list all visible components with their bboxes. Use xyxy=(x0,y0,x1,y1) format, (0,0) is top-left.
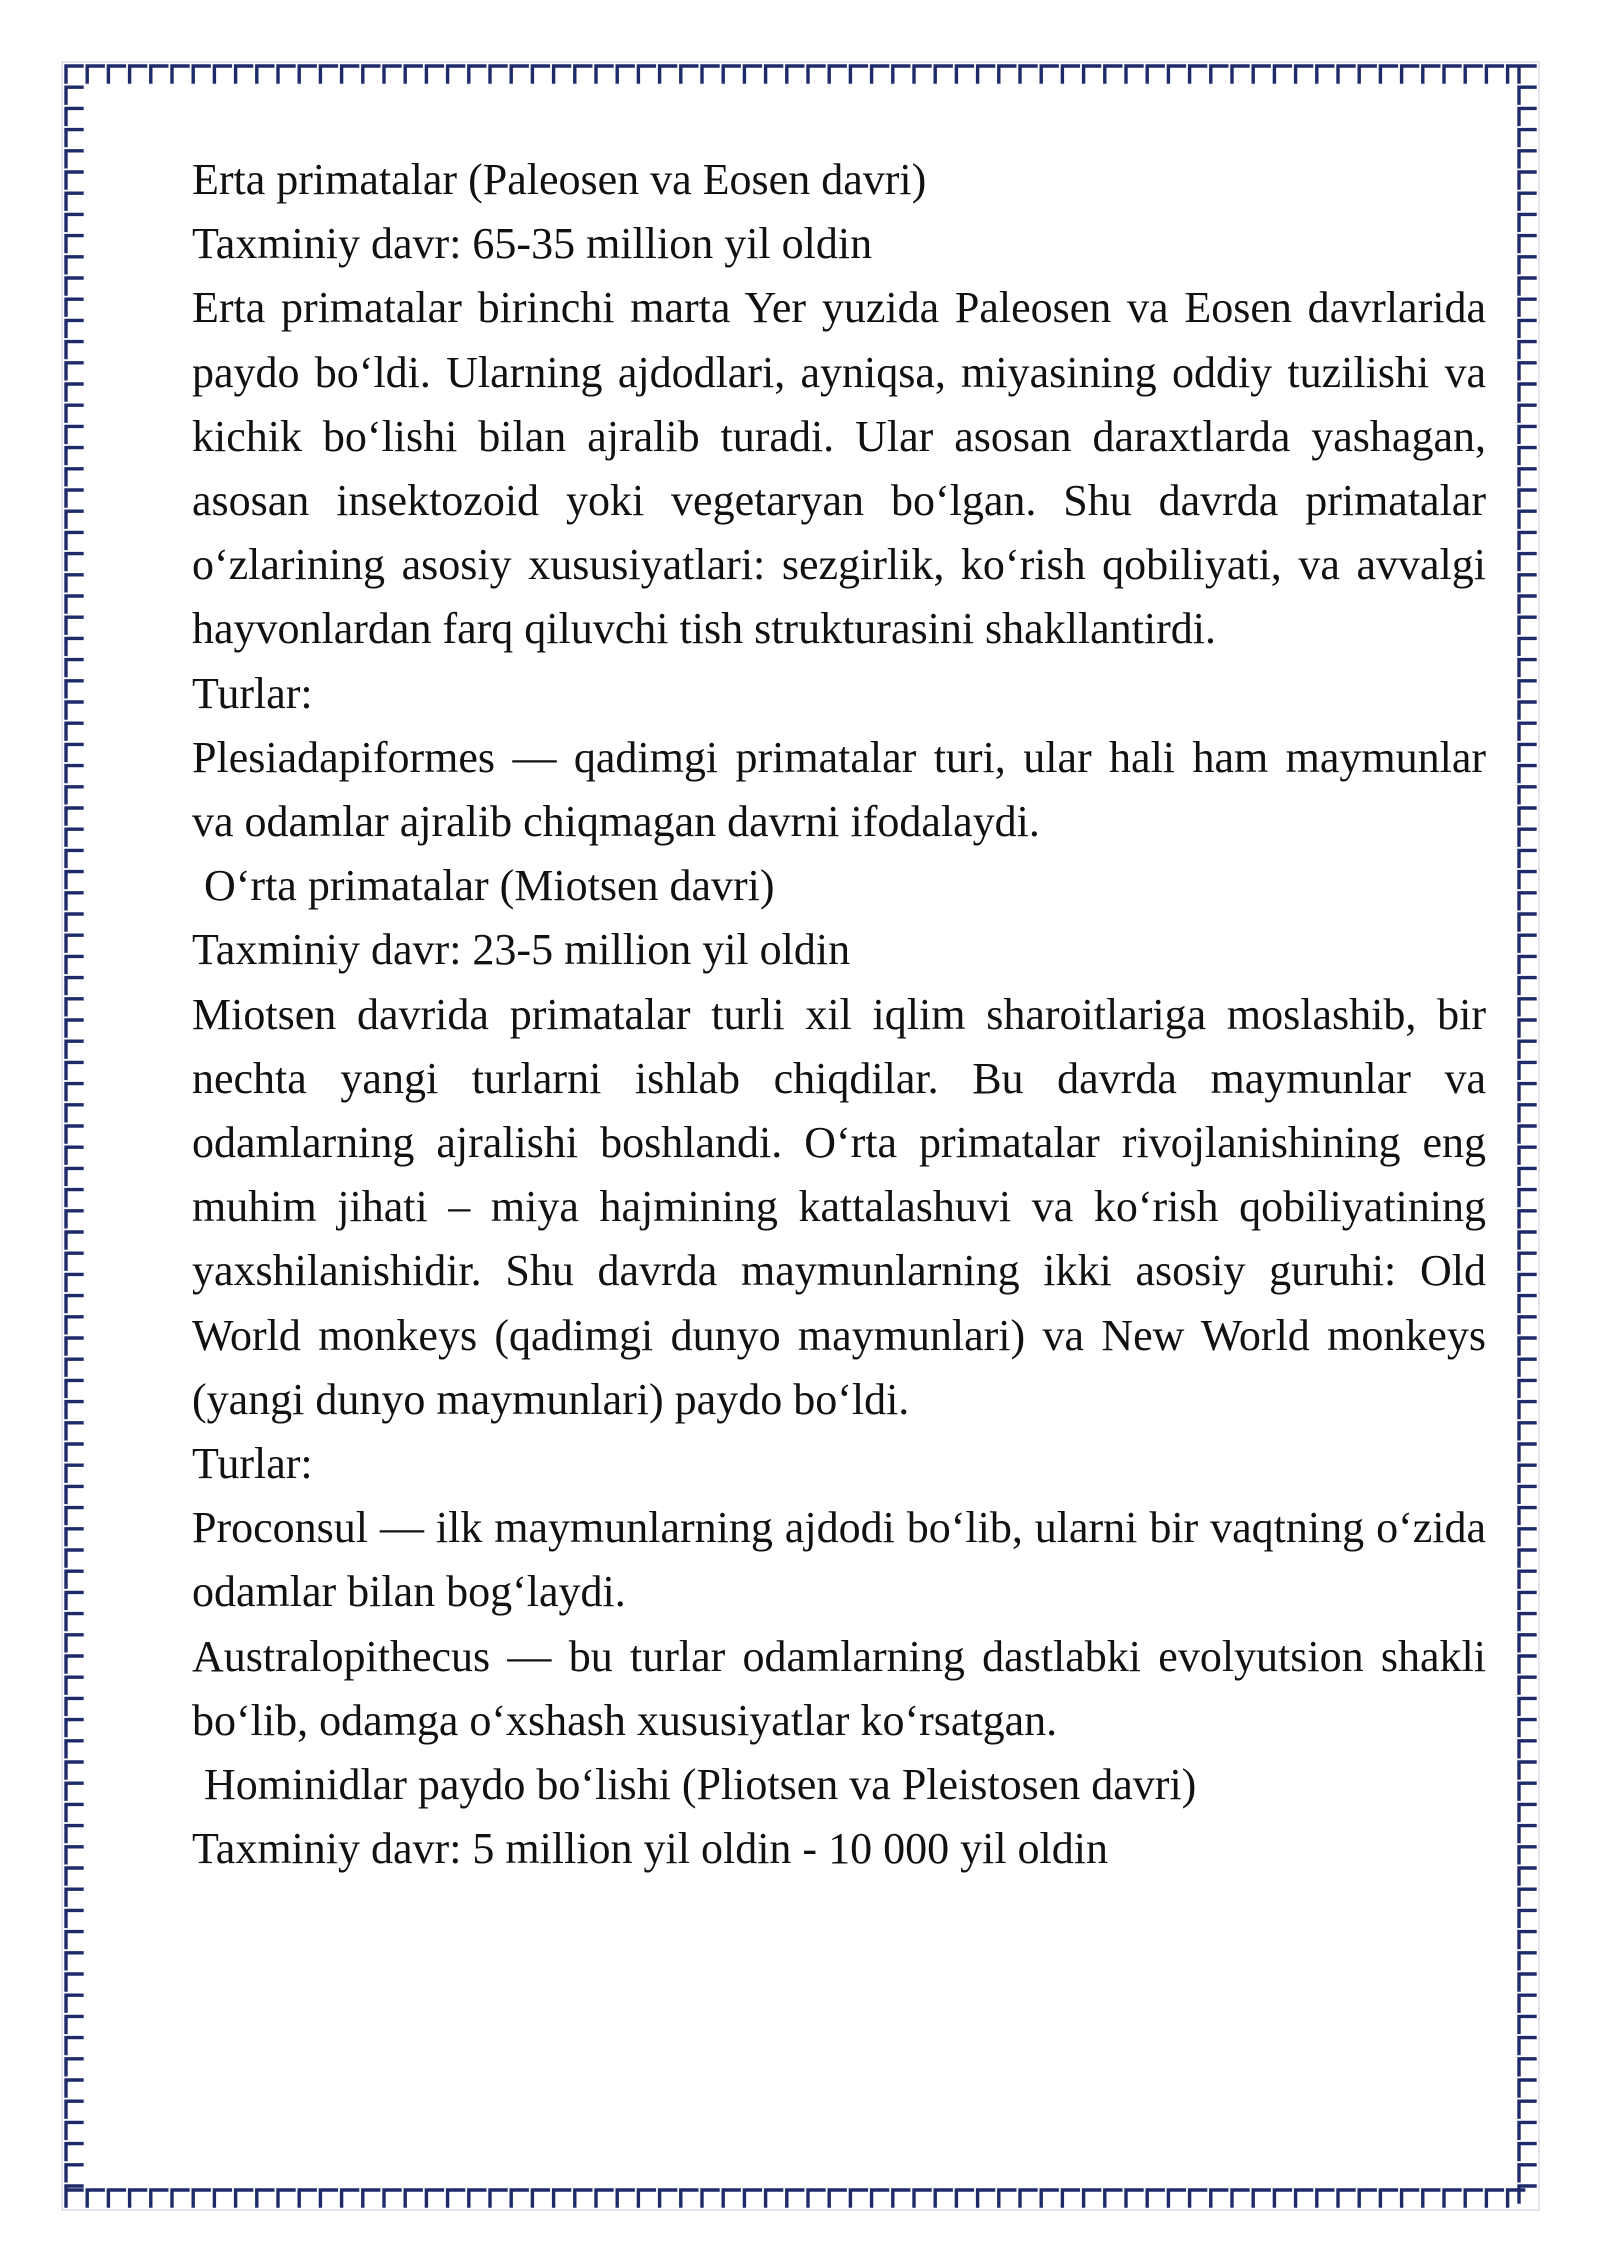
period-early-primates: Taxminiy davr: 65-35 million yil oldin xyxy=(192,219,873,269)
types-label-early-primates: Turlar: xyxy=(192,668,313,718)
section-heading-early-primates: Erta primatalar (Paleosen va Eosen davri) xyxy=(192,155,927,204)
section-heading-hominids: Hominidlar paydo bo‘lishi (Pliotsen va Pleistosen davri) xyxy=(204,1760,1197,1810)
type-entry-proconsul: Proconsul — ilk maymunlarning ajdodi bo‘lib, ularni bir vaqtning o‘zida odamlar bilan bog‘laydi. xyxy=(192,1503,1486,1617)
type-entry-australopithecus: Australopithecus — bu turlar odamlarning dastlabki evolyutsion shakli bo‘lib, odamga o‘xshash xususiyatlar ko‘rsatgan. xyxy=(192,1631,1486,1745)
period-hominids: Taxminiy davr: 5 million yil oldin - 10 000 yil oldin xyxy=(192,1824,1108,1874)
period-middle-primates: Taxminiy davr: 23-5 million yil oldin xyxy=(192,925,851,975)
document-body xyxy=(192,148,1486,1881)
paragraph-early-primates: Erta primatalar birinchi marta Yer yuzida Paleosen va Eosen davrlarida paydo bo‘ldi. Ularning ajdodlari, ayniqsa, miyasining oddiy tuzilishi va kichik bo‘lishi bilan ajralib turadi. Ular asosan daraxtlarda yashagan, asosan insektozoid yoki vegetaryan bo‘lgan. Shu davrda primatalar o‘zlarining asosiy xususiyatlari: sezgirlik, ko‘rish qobiliyati, va avvalgi hayvonlardan farq qiluvchi tish strukturasini shakllantirdi. xyxy=(192,283,1486,654)
types-label-middle-primates: Turlar: xyxy=(192,1439,313,1489)
section-heading-middle-primates: O‘rta primatalar (Miotsen davri) xyxy=(204,861,775,911)
type-entry-plesiadapiformes: Plesiadapiformes — qadimgi primatalar turi, ular hali ham maymunlar va odamlar ajralib chiqmagan davrni ifodalaydi. xyxy=(192,732,1486,847)
paragraph-middle-primates: Miotsen davrida primatalar turli xil iqlim sharoitlariga moslashib, bir nechta yangi turlarni ishlab chiqdilar. Bu davrda maymunlar va odamlarning ajralishi boshlandi. O‘rta primatalar rivojlanishining eng muhim jihati – miya hajmining kattalashuvi va ko‘rish qobiliyatining yaxshilanishidir. Shu davrda maymunlarning ikki asosiy guruhi: Old World monkeys (qadimgi dunyo maymunlari) va New World monkeys (yangi dunyo maymunlari) paydo bo‘ldi. xyxy=(192,989,1486,1424)
